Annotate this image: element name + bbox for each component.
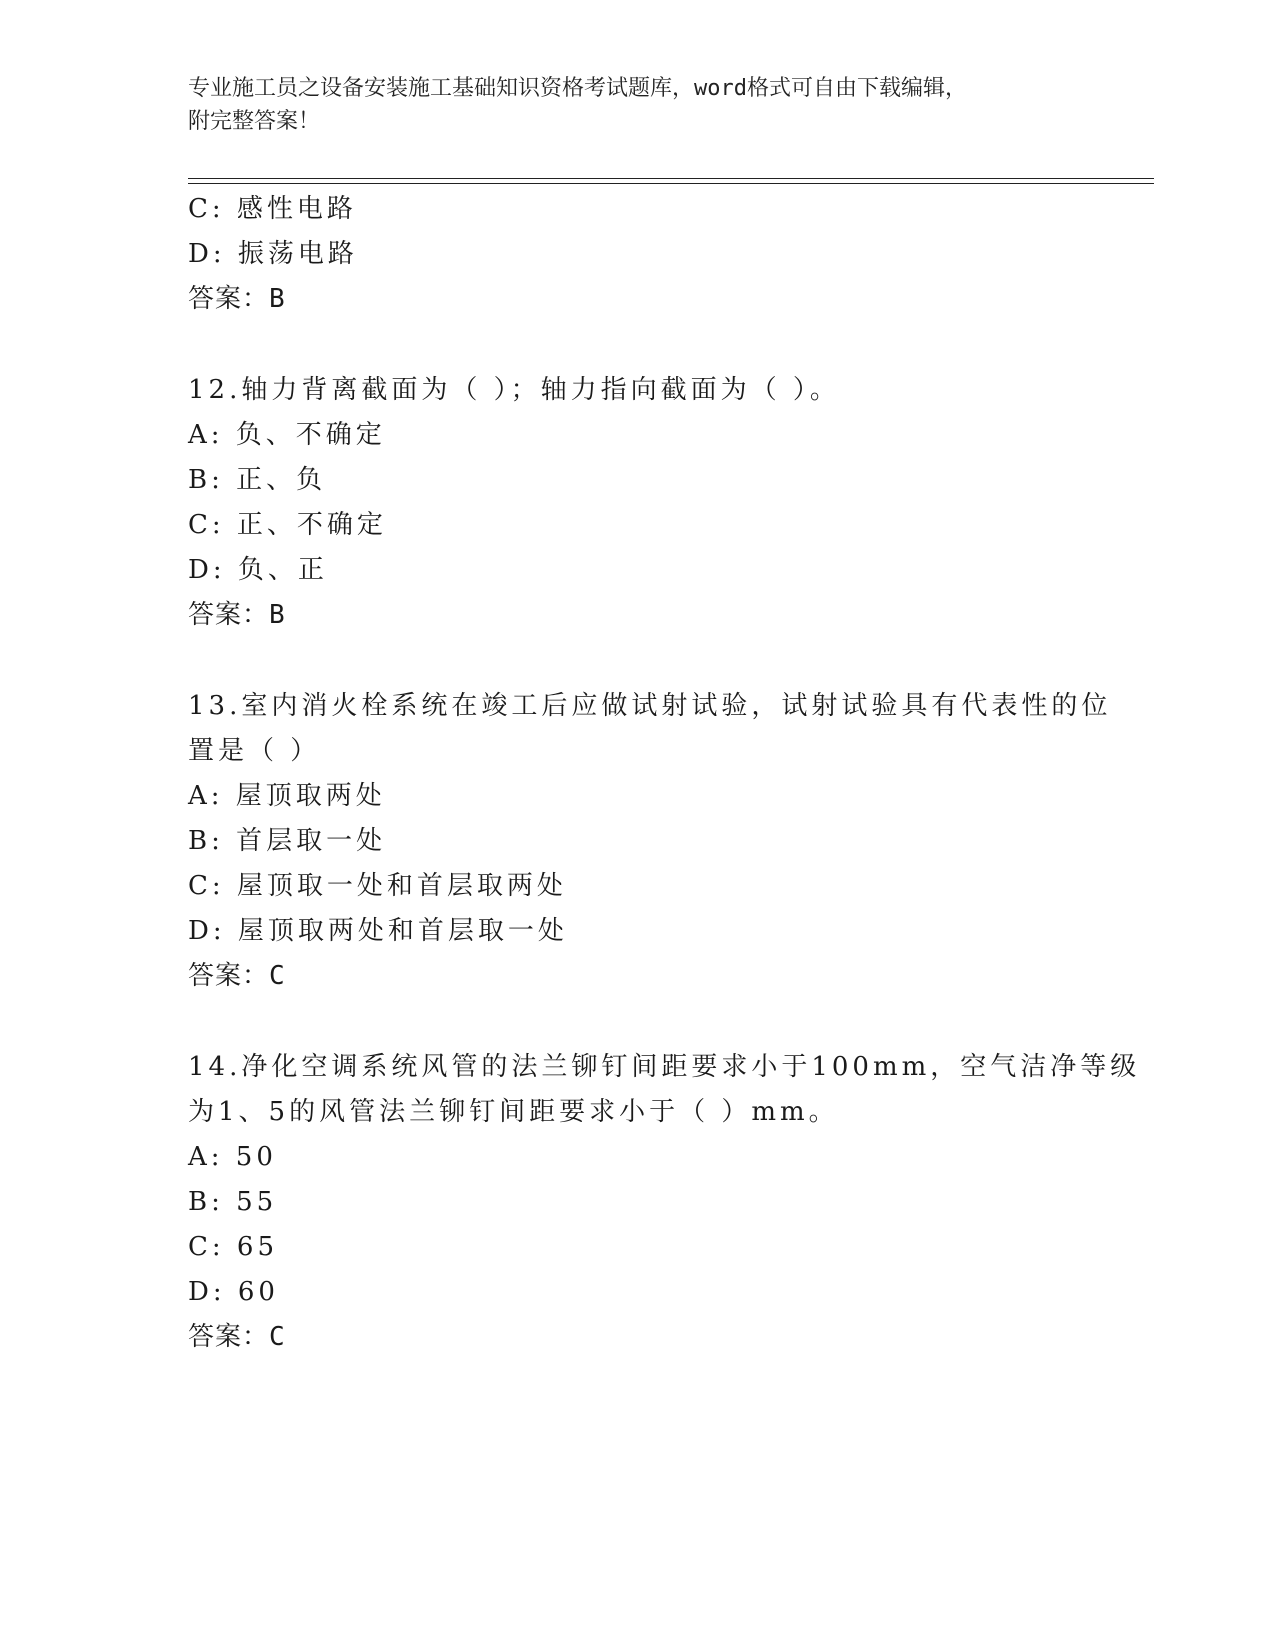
q13-option-c: C: 屋顶取一处和首层取两处 [188,871,567,901]
q12-option-a: A: 负、不确定 [188,420,386,450]
header-divider-top [188,178,1154,179]
q12-option-b: B: 正、负 [188,465,327,495]
q14-option-b: B: 55 [188,1187,278,1217]
header-divider-bottom [188,183,1154,184]
answer-label: 答案： [188,961,270,991]
answer-value: B [269,284,286,314]
q13-option-d: D: 屋顶取两处和首层取一处 [188,916,568,946]
q12-answer [188,599,286,631]
q13-option-b: B: 首层取一处 [188,826,387,856]
answer-value: B [269,600,286,630]
q12-option-d: D: 负、正 [188,555,328,585]
q14-stem-line-1: 14.净化空调系统风管的法兰铆钉间距要求小于100mm，空气洁净等级 [188,1052,1141,1082]
answer-value: C [269,961,286,991]
q14-answer [188,1321,286,1353]
prev-option-d: D: 振荡电路 [188,239,358,269]
q14-option-a: A: 50 [188,1142,277,1172]
q14-option-d: D: 60 [188,1277,279,1307]
answer-label: 答案： [188,1322,270,1352]
q14-stem-line-2: 为1、5的风管法兰铆钉间距要求小于（ ）mm。 [188,1097,839,1127]
q12-stem: 12.轴力背离截面为（ ）；轴力指向截面为（ ）。 [188,375,840,405]
answer-value: C [269,1322,286,1352]
prev-option-c: C: 感性电路 [188,194,357,224]
header-line-1: 专业施工员之设备安装施工基础知识资格考试题库，word格式可自由下载编辑， [188,76,967,101]
answer-label: 答案： [188,600,270,630]
q12-option-c: C: 正、不确定 [188,510,387,540]
q13-stem-line-2: 置是（ ） [188,736,321,766]
q13-option-a: A: 屋顶取两处 [188,781,386,811]
prev-answer [188,283,286,315]
header-line-2: 附完整答案！ [188,109,321,134]
answer-label: 答案： [188,284,270,314]
document-header [188,72,1088,138]
q13-stem-line-1: 13.室内消火栓系统在竣工后应做试射试验，试射试验具有代表性的位 [188,691,1112,721]
q13-answer [188,960,286,992]
q14-option-c: C: 65 [188,1232,279,1262]
